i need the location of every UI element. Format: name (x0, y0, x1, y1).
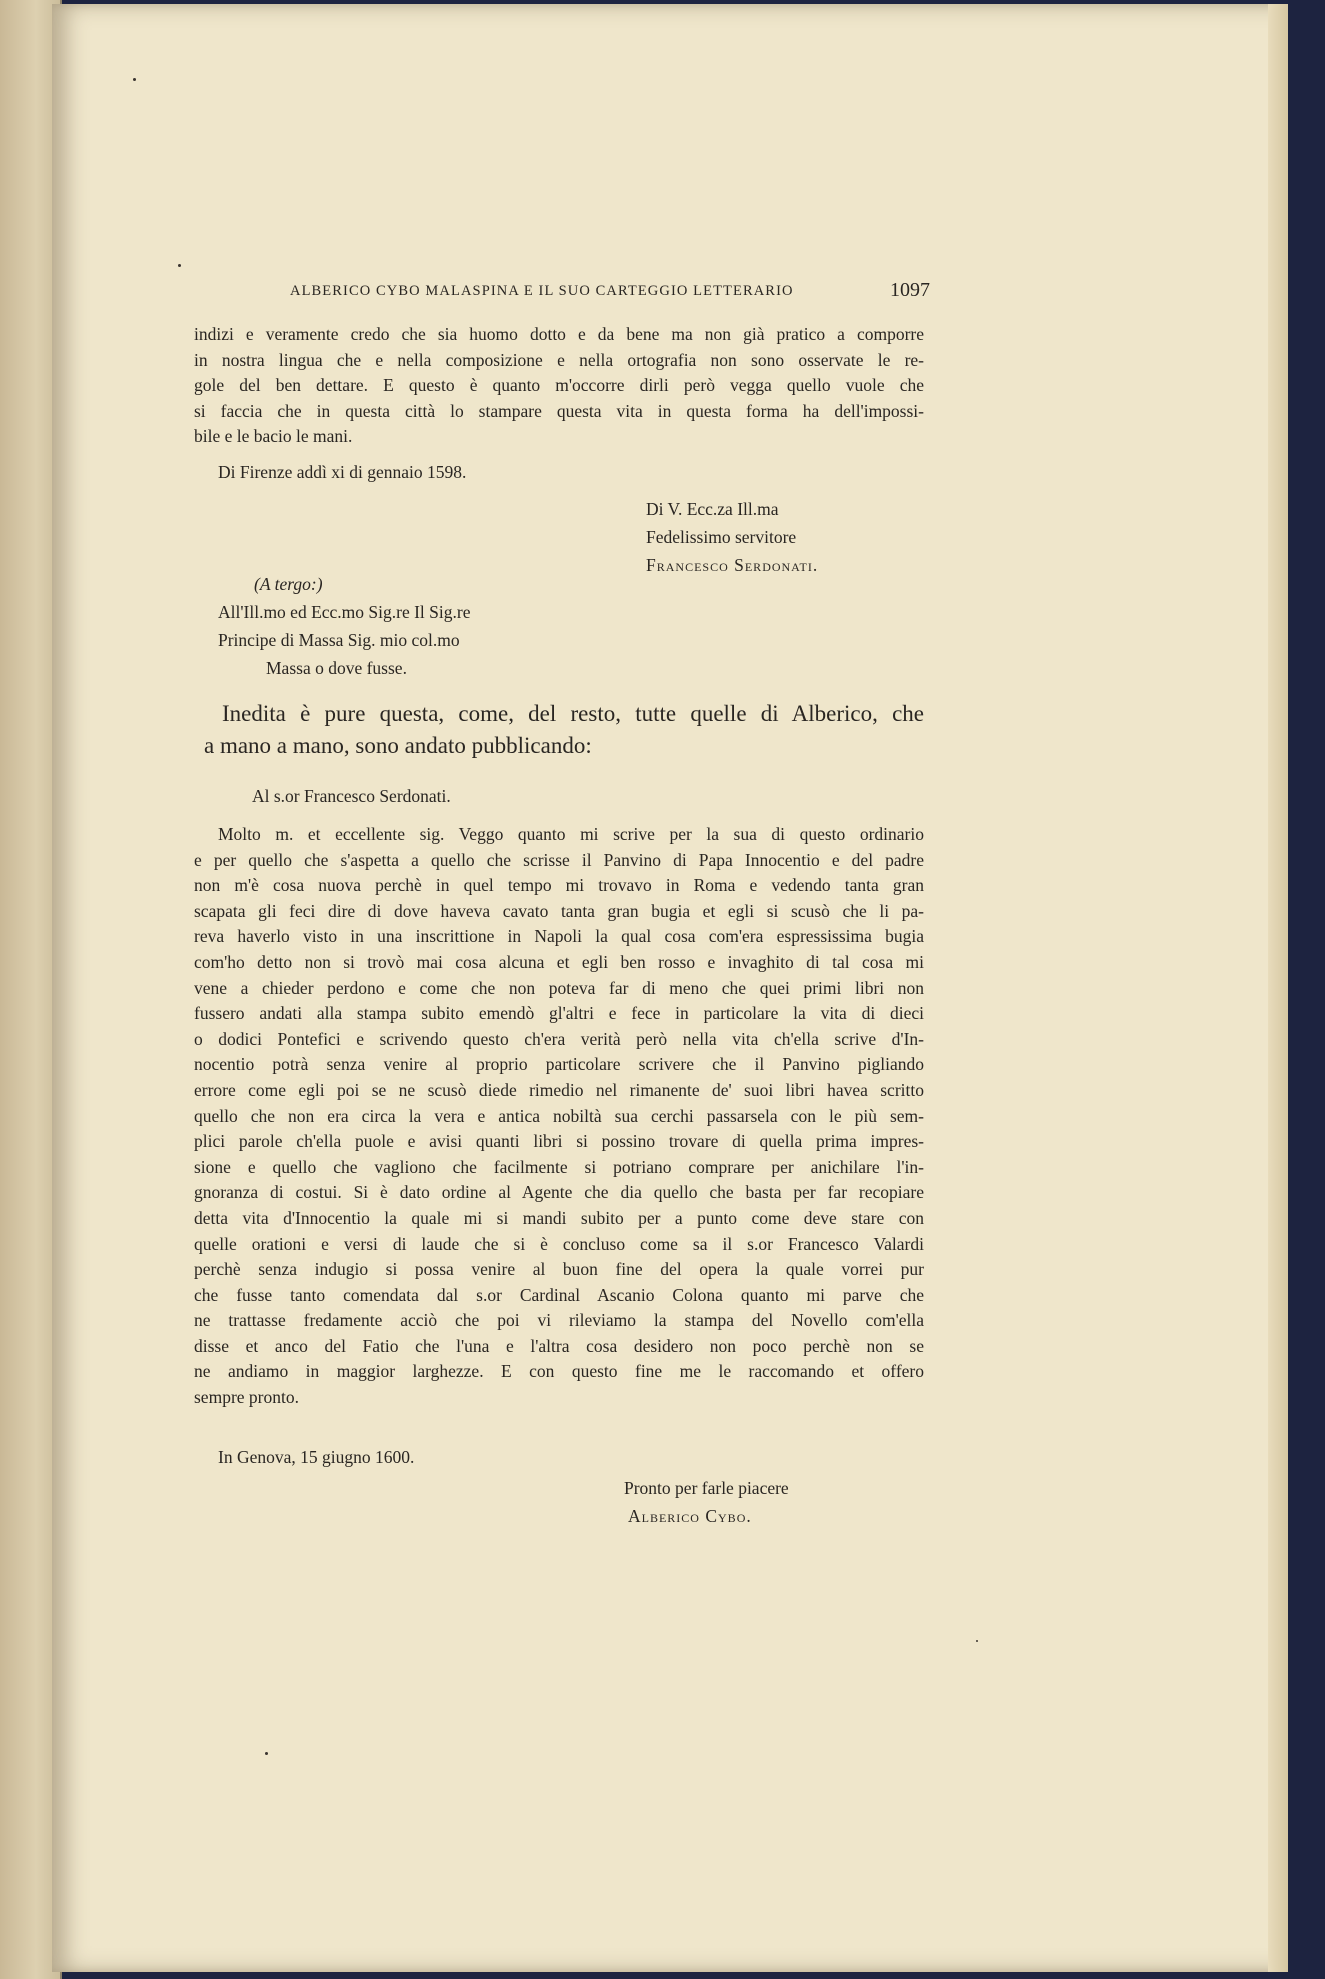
text-line: scapata gli feci dire di dove haveva cavato tanta gran bugia et egli si scusò che li pa- (194, 900, 924, 921)
text-line: si faccia che in questa città lo stampare questa vita in questa forma ha dell'impossi- (194, 400, 924, 421)
text-line: disse et anco del Fatio che l'una e l'altra cosa desidero non poco perchè non se (194, 1335, 924, 1356)
address-line: All'Ill.mo ed Ecc.mo Sig.re Il Sig.re (218, 602, 471, 622)
running-head (290, 279, 930, 305)
text-line: non m'è cosa nuova perchè in quel tempo mi trovavo in Roma e vedendo tanta gran (194, 875, 924, 896)
letter2-salutation: Al s.or Francesco Serdonati. (252, 786, 451, 806)
text-line: vene a chieder perdono e come che non poteva far di meno che quei primi libri non (194, 977, 924, 998)
closing-line: Di V. Ecc.za Ill.ma (646, 499, 779, 519)
closing-line: Fedelissimo servitore (646, 527, 797, 547)
letter1-body (194, 322, 924, 450)
page-fore-edge (1268, 4, 1288, 1972)
text-line: gole del ben dettare. E questo è quanto m'occorre dirli però vegga quello vuole che (194, 375, 924, 396)
text-line: indizi e veramente credo che sia huomo dotto e da bene ma non già pratico a comporre (194, 324, 924, 344)
text-line: com'ho detto non si trovò mai cosa alcuna et egli ben rosso e invaghito di tal cosa mi (194, 951, 924, 972)
letter2-date: In Genova, 15 giugno 1600. (218, 1447, 415, 1467)
signature: Francesco Serdonati. (646, 555, 819, 575)
text-line: sione e quello che vagliono che facilmente si potriano comprare per anichilare l'in- (194, 1156, 924, 1177)
text-line: errore come egli poi se ne scusò diede rimedio nel rimanente de' suoi libri havea scritto (194, 1079, 924, 1100)
text-line: ne trattasse fredamente acciò che poi vi rileviamo la stampa del Novello com'ella (194, 1310, 924, 1331)
address-line: Massa o dove fusse. (266, 658, 407, 678)
paper-speck (178, 264, 181, 267)
address-label: (A tergo:) (254, 574, 323, 594)
page-number: 1097 (890, 279, 930, 301)
text-line: detta vita d'Innocentio la quale mi si mandi subito per a punto come deve stare con (194, 1207, 924, 1228)
closing-line: Pronto per farle piacere (624, 1478, 789, 1498)
intro-line: a mano a mano, sono andato pubblicando: (204, 733, 592, 758)
text-line: perchè senza indugio si possa venire al buon fine del opera la quale vorrei pur (194, 1259, 924, 1280)
signature: Alberico Cybo. (628, 1506, 752, 1526)
letter2-body (194, 822, 924, 1411)
text-line: bile e le bacio le mani. (194, 426, 353, 447)
address-line: Principe di Massa Sig. mio col.mo (218, 630, 460, 650)
letter1-closing (646, 495, 818, 579)
letter1-date: Di Firenze addì xi di gennaio 1598. (218, 462, 467, 482)
text-line: in nostra lingua che e nella composizione e nella ortografia non sono osservate le re- (194, 349, 924, 370)
editor-intro (204, 698, 924, 762)
text-line: fussero andati alla stampa subito emendò gl'altri e fece in particolare la vita di dieci (194, 1003, 924, 1024)
text-line: che fusse tanto comendata dal s.or Cardinal Ascanio Colona quanto mi parve che (194, 1284, 924, 1305)
text-line: gnoranza di costui. Si è dato ordine al Agente che dia quello che basta per far recopiare (194, 1182, 924, 1203)
text-line: nocentio potrà senza venire al proprio particolare scrivere che il Panvino pigliando (194, 1054, 924, 1075)
text-line: quello che non era circa la vera e antica nobiltà sua cerchi passarsela con le più sem- (194, 1105, 924, 1126)
text-line: Molto m. et eccellente sig. Veggo quanto mi scrive per la sua di questo ordinario (218, 824, 924, 844)
text-line: reva haverlo visto in una inscrittione in Napoli la qual cosa com'era espressissima bugia (194, 926, 924, 947)
text-line: o dodici Pontefici e scrivendo questo ch'era verità però nella vita ch'ella scrive d'In- (194, 1028, 924, 1049)
letter1-address (218, 570, 470, 682)
text-line: plici parole ch'ella puole e avisi quanti libri si possino trovare di quella prima impres- (194, 1131, 924, 1152)
paper-speck (976, 1640, 978, 1642)
running-title: ALBERICO CYBO MALASPINA E IL SUO CARTEGGIO LETTERARIO (290, 283, 794, 299)
intro-line: Inedita è pure questa, come, del resto, tutte quelle di Alberico, che (222, 701, 924, 726)
paper-speck (265, 1752, 268, 1755)
text-line: quelle orationi e versi di laude che si è concluso come sa il s.or Francesco Valardi (194, 1233, 924, 1254)
text-line: sempre pronto. (194, 1387, 299, 1408)
paper-speck (133, 78, 136, 81)
text-line: ne andiamo in maggior larghezze. E con questo fine me le raccomando et offero (194, 1361, 924, 1382)
text-line: e per quello che s'aspetta a quello che scrisse il Panvino di Papa Innocentio e del padre (194, 849, 924, 870)
letter2-closing (624, 1474, 789, 1530)
